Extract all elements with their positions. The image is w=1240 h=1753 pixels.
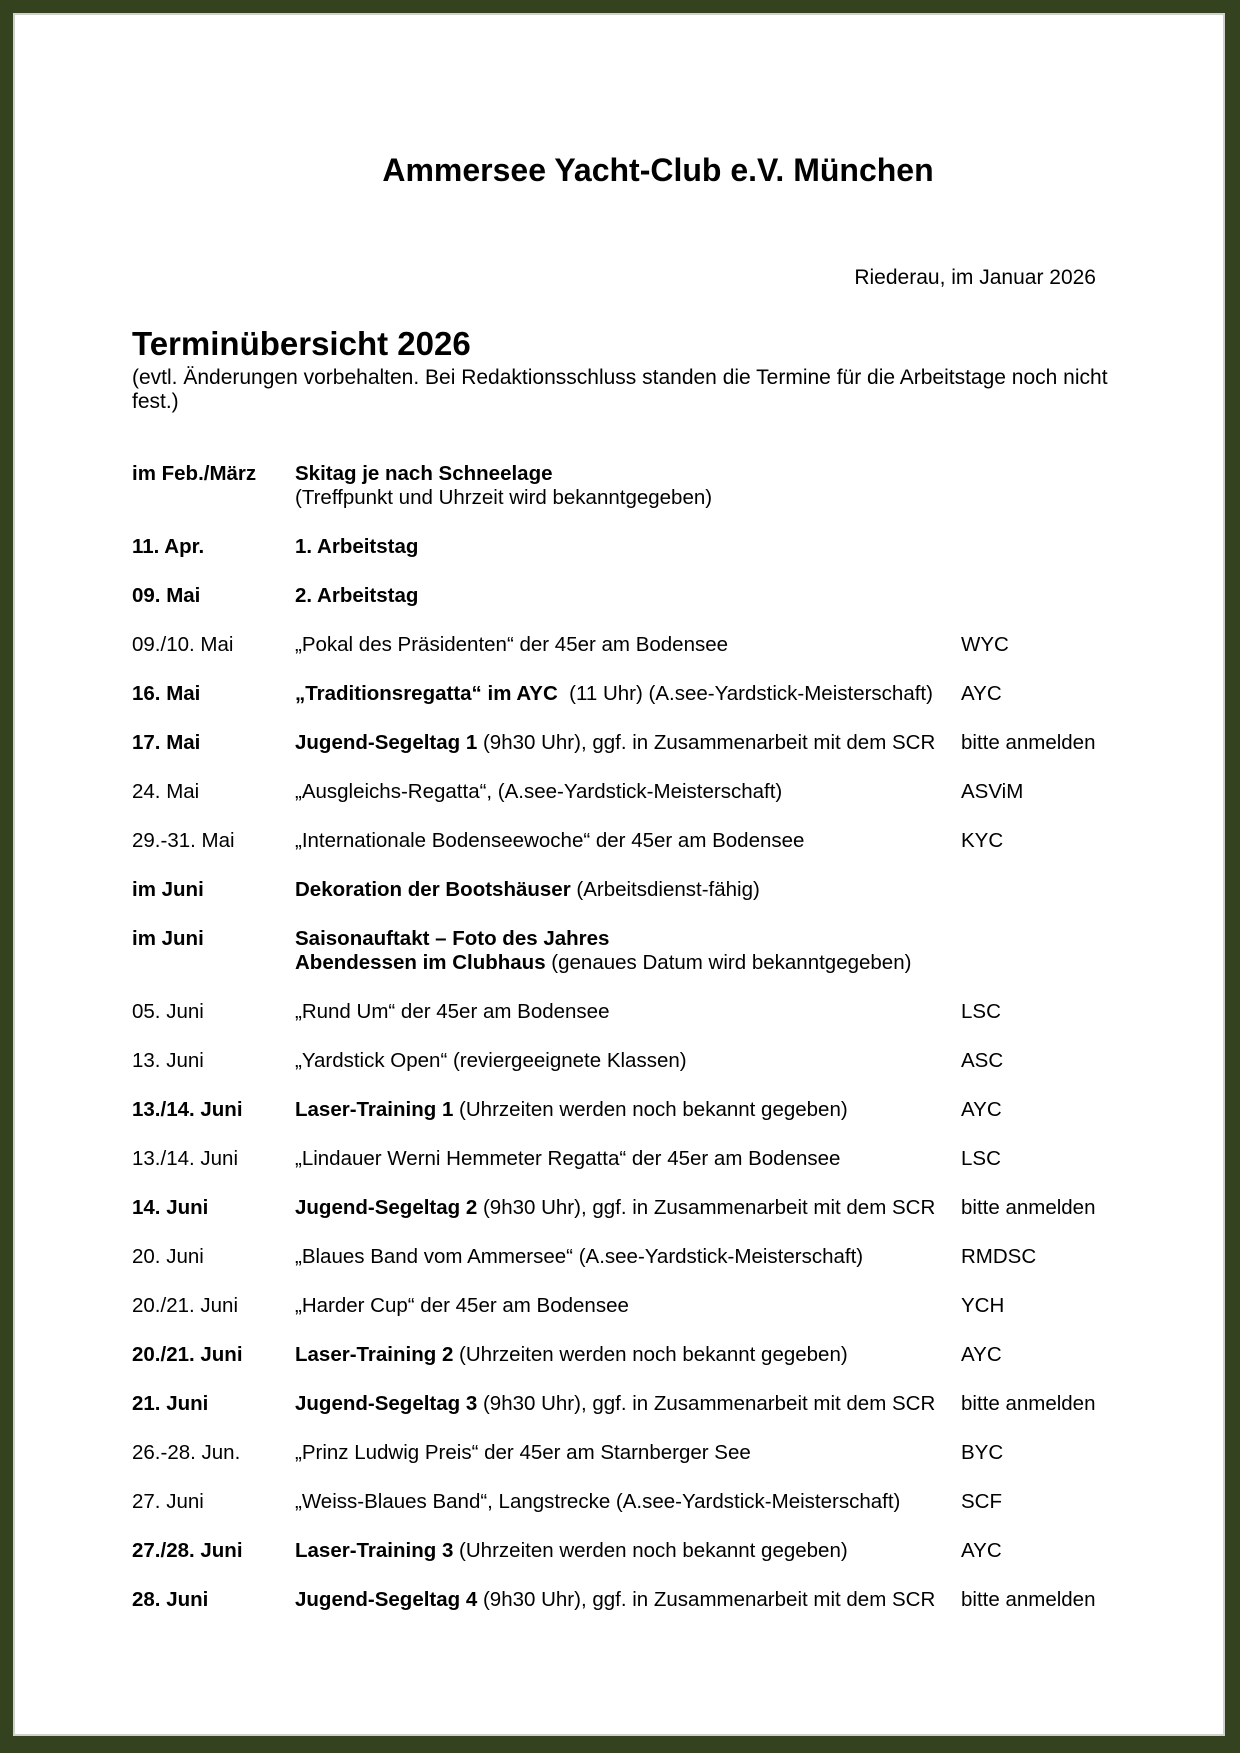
event-row — [132, 633, 1132, 682]
event-text: Laser-Training 3 — [295, 1539, 454, 1562]
event-text: „Rund Um“ der 45er am Bodensee — [295, 1000, 610, 1023]
event-description — [295, 1490, 960, 1514]
event-organizer: YCH — [961, 1294, 1005, 1317]
event-text: Skitag je nach Schneelage — [295, 462, 553, 485]
event-text: Jugend-Segeltag 4 — [295, 1588, 478, 1611]
event-organizer: bitte anmelden — [961, 731, 1096, 754]
event-organizer: KYC — [961, 829, 1004, 852]
event-date: 14. Juni — [132, 1196, 209, 1219]
event-row — [132, 535, 1132, 584]
event-description — [295, 878, 960, 902]
event-date: 13./14. Juni — [132, 1098, 243, 1121]
event-text: (9h30 Uhr), ggf. in Zusammenarbeit mit dem SCR — [477, 1588, 936, 1611]
event-organizer: AYC — [961, 682, 1002, 705]
event-text: (genaues Datum wird bekanntgegeben) — [545, 951, 912, 974]
event-organizer: ASC — [961, 1049, 1004, 1072]
event-date: 09. Mai — [132, 584, 201, 607]
event-text: Jugend-Segeltag 1 — [295, 731, 478, 754]
event-organizer: bitte anmelden — [961, 1588, 1096, 1611]
event-date: 27. Juni — [132, 1490, 204, 1513]
event-text: (Treffpunkt und Uhrzeit wird bekanntgegeben) — [295, 486, 713, 509]
event-text: „Yardstick Open“ (reviergeeignete Klassen) — [295, 1049, 687, 1072]
event-organizer: BYC — [961, 1441, 1004, 1464]
event-line — [295, 1098, 960, 1122]
event-description — [295, 1000, 960, 1024]
event-line — [295, 1392, 960, 1416]
event-row — [132, 1196, 1132, 1245]
event-text: Laser-Training 2 — [295, 1343, 454, 1366]
event-line — [295, 535, 960, 559]
event-text: Saisonauftakt – Foto des Jahres — [295, 927, 610, 950]
event-date: 05. Juni — [132, 1000, 204, 1023]
event-text: (9h30 Uhr), ggf. in Zusammenarbeit mit dem SCR — [477, 731, 936, 754]
event-organizer: ASViM — [961, 780, 1024, 803]
club-title: Ammersee Yacht-Club e.V. München — [382, 152, 934, 188]
event-organizer: bitte anmelden — [961, 1196, 1096, 1219]
event-text: „Internationale Bodenseewoche“ der 45er am Bodensee — [295, 829, 805, 852]
event-text: „Traditionsregatta“ im AYC — [295, 682, 558, 705]
event-text: (Arbeitsdienst-fähig) — [570, 878, 760, 901]
event-text: „Pokal des Präsidenten“ der 45er am Bodensee — [295, 633, 729, 656]
event-description — [295, 1392, 960, 1416]
event-description — [295, 829, 960, 853]
event-line — [295, 1490, 960, 1514]
event-row — [132, 1539, 1132, 1588]
event-date: 24. Mai — [132, 780, 200, 803]
event-description — [295, 1098, 960, 1122]
event-line — [295, 927, 960, 951]
event-line — [295, 486, 960, 510]
document-page — [13, 13, 1225, 1736]
event-row — [132, 462, 1132, 535]
event-row — [132, 682, 1132, 731]
event-row — [132, 1588, 1132, 1637]
event-date: 20./21. Juni — [132, 1343, 243, 1366]
event-description — [295, 780, 960, 804]
event-date: 16. Mai — [132, 682, 201, 705]
event-date: 28. Juni — [132, 1588, 209, 1611]
event-description — [295, 731, 960, 755]
event-line — [295, 1245, 960, 1269]
event-date: 26.-28. Jun. — [132, 1441, 241, 1464]
event-text: „Weiss-Blaues Band“, Langstrecke (A.see-Yardstick-Meisterschaft) — [295, 1490, 901, 1513]
event-line — [295, 633, 960, 657]
event-date: 29.-31. Mai — [132, 829, 235, 852]
event-row — [132, 731, 1132, 780]
event-date: im Feb./März — [132, 462, 257, 485]
event-row — [132, 584, 1132, 633]
event-line — [295, 731, 960, 755]
event-row — [132, 1343, 1132, 1392]
event-row — [132, 878, 1132, 927]
subtitle-note: (evtl. Änderungen vorbehalten. Bei Redaktionsschluss standen die Termine für die Arbeitstage noch nicht fest.) — [132, 366, 1108, 413]
event-organizer: SCF — [961, 1490, 1002, 1513]
event-line — [295, 1441, 960, 1465]
dateline: Riederau, im Januar 2026 — [854, 266, 1096, 289]
event-row — [132, 1294, 1132, 1343]
event-organizer: AYC — [961, 1098, 1002, 1121]
event-text: (11 Uhr) (A.see-Yardstick-Meisterschaft) — [557, 682, 933, 705]
event-description — [295, 1539, 960, 1563]
event-organizer: RMDSC — [961, 1245, 1037, 1268]
event-date: 17. Mai — [132, 731, 201, 754]
event-date: 20. Juni — [132, 1245, 204, 1268]
event-description — [295, 1049, 960, 1073]
event-description — [295, 682, 960, 706]
event-line — [295, 1294, 960, 1318]
event-organizer: LSC — [961, 1000, 1001, 1023]
event-line — [295, 1588, 960, 1612]
event-line — [295, 1196, 960, 1220]
event-description — [295, 584, 960, 608]
event-text: „Harder Cup“ der 45er am Bodensee — [295, 1294, 629, 1317]
event-row — [132, 1000, 1132, 1049]
event-line — [295, 1343, 960, 1367]
event-description — [295, 1147, 960, 1171]
event-organizer: LSC — [961, 1147, 1001, 1170]
event-date: 27./28. Juni — [132, 1539, 243, 1562]
event-row — [132, 1392, 1132, 1441]
event-organizer: AYC — [961, 1343, 1002, 1366]
event-date: 11. Apr. — [132, 535, 205, 558]
event-description — [295, 462, 960, 510]
event-text: Dekoration der Bootshäuser — [295, 878, 571, 901]
section-title: Terminübersicht 2026 — [132, 325, 471, 362]
event-date: 21. Juni — [132, 1392, 209, 1415]
event-row — [132, 780, 1132, 829]
event-text: „Blaues Band vom Ammersee“ (A.see-Yardstick-Meisterschaft) — [295, 1245, 864, 1268]
event-line — [295, 829, 960, 853]
event-date: im Juni — [132, 878, 204, 901]
event-text: „Prinz Ludwig Preis“ der 45er am Starnberger See — [295, 1441, 751, 1464]
event-organizer: bitte anmelden — [961, 1392, 1096, 1415]
event-row — [132, 1098, 1132, 1147]
event-row — [132, 829, 1132, 878]
event-organizer: AYC — [961, 1539, 1002, 1562]
event-text: Laser-Training 1 — [295, 1098, 454, 1121]
event-description — [295, 927, 960, 975]
event-text: 2. Arbeitstag — [295, 584, 419, 607]
event-description — [295, 1196, 960, 1220]
event-row — [132, 1147, 1132, 1196]
event-text: Jugend-Segeltag 3 — [295, 1392, 478, 1415]
event-description — [295, 535, 960, 559]
event-line — [295, 878, 960, 902]
event-description — [295, 1343, 960, 1367]
event-text: Abendessen im Clubhaus — [295, 951, 546, 974]
event-row — [132, 1245, 1132, 1294]
event-line — [295, 1000, 960, 1024]
event-text: Jugend-Segeltag 2 — [295, 1196, 478, 1219]
event-line — [295, 1147, 960, 1171]
event-line — [295, 1539, 960, 1563]
event-text: (Uhrzeiten werden noch bekannt gegeben) — [453, 1539, 848, 1562]
event-date: 13. Juni — [132, 1049, 204, 1072]
event-description — [295, 1588, 960, 1612]
event-text: (9h30 Uhr), ggf. in Zusammenarbeit mit dem SCR — [477, 1196, 936, 1219]
event-row — [132, 927, 1132, 1000]
event-line — [295, 682, 960, 706]
event-date: 09./10. Mai — [132, 633, 234, 656]
event-text: „Ausgleichs-Regatta“, (A.see-Yardstick-Meisterschaft) — [295, 780, 783, 803]
event-text: (Uhrzeiten werden noch bekannt gegeben) — [453, 1098, 848, 1121]
event-organizer: WYC — [961, 633, 1009, 656]
event-date: im Juni — [132, 927, 204, 950]
event-date: 20./21. Juni — [132, 1294, 238, 1317]
event-description — [295, 1245, 960, 1269]
event-line — [295, 584, 960, 608]
event-list — [132, 462, 1132, 1637]
event-line — [295, 1049, 960, 1073]
event-row — [132, 1490, 1132, 1539]
event-row — [132, 1049, 1132, 1098]
event-text: 1. Arbeitstag — [295, 535, 419, 558]
event-text: (Uhrzeiten werden noch bekannt gegeben) — [453, 1343, 848, 1366]
event-text: (9h30 Uhr), ggf. in Zusammenarbeit mit dem SCR — [477, 1392, 936, 1415]
event-description — [295, 1294, 960, 1318]
event-line — [295, 462, 960, 486]
event-row — [132, 1441, 1132, 1490]
event-description — [295, 1441, 960, 1465]
event-date: 13./14. Juni — [132, 1147, 238, 1170]
event-description — [295, 633, 960, 657]
event-text: „Lindauer Werni Hemmeter Regatta“ der 45er am Bodensee — [295, 1147, 841, 1170]
event-line — [295, 951, 960, 975]
event-line — [295, 780, 960, 804]
